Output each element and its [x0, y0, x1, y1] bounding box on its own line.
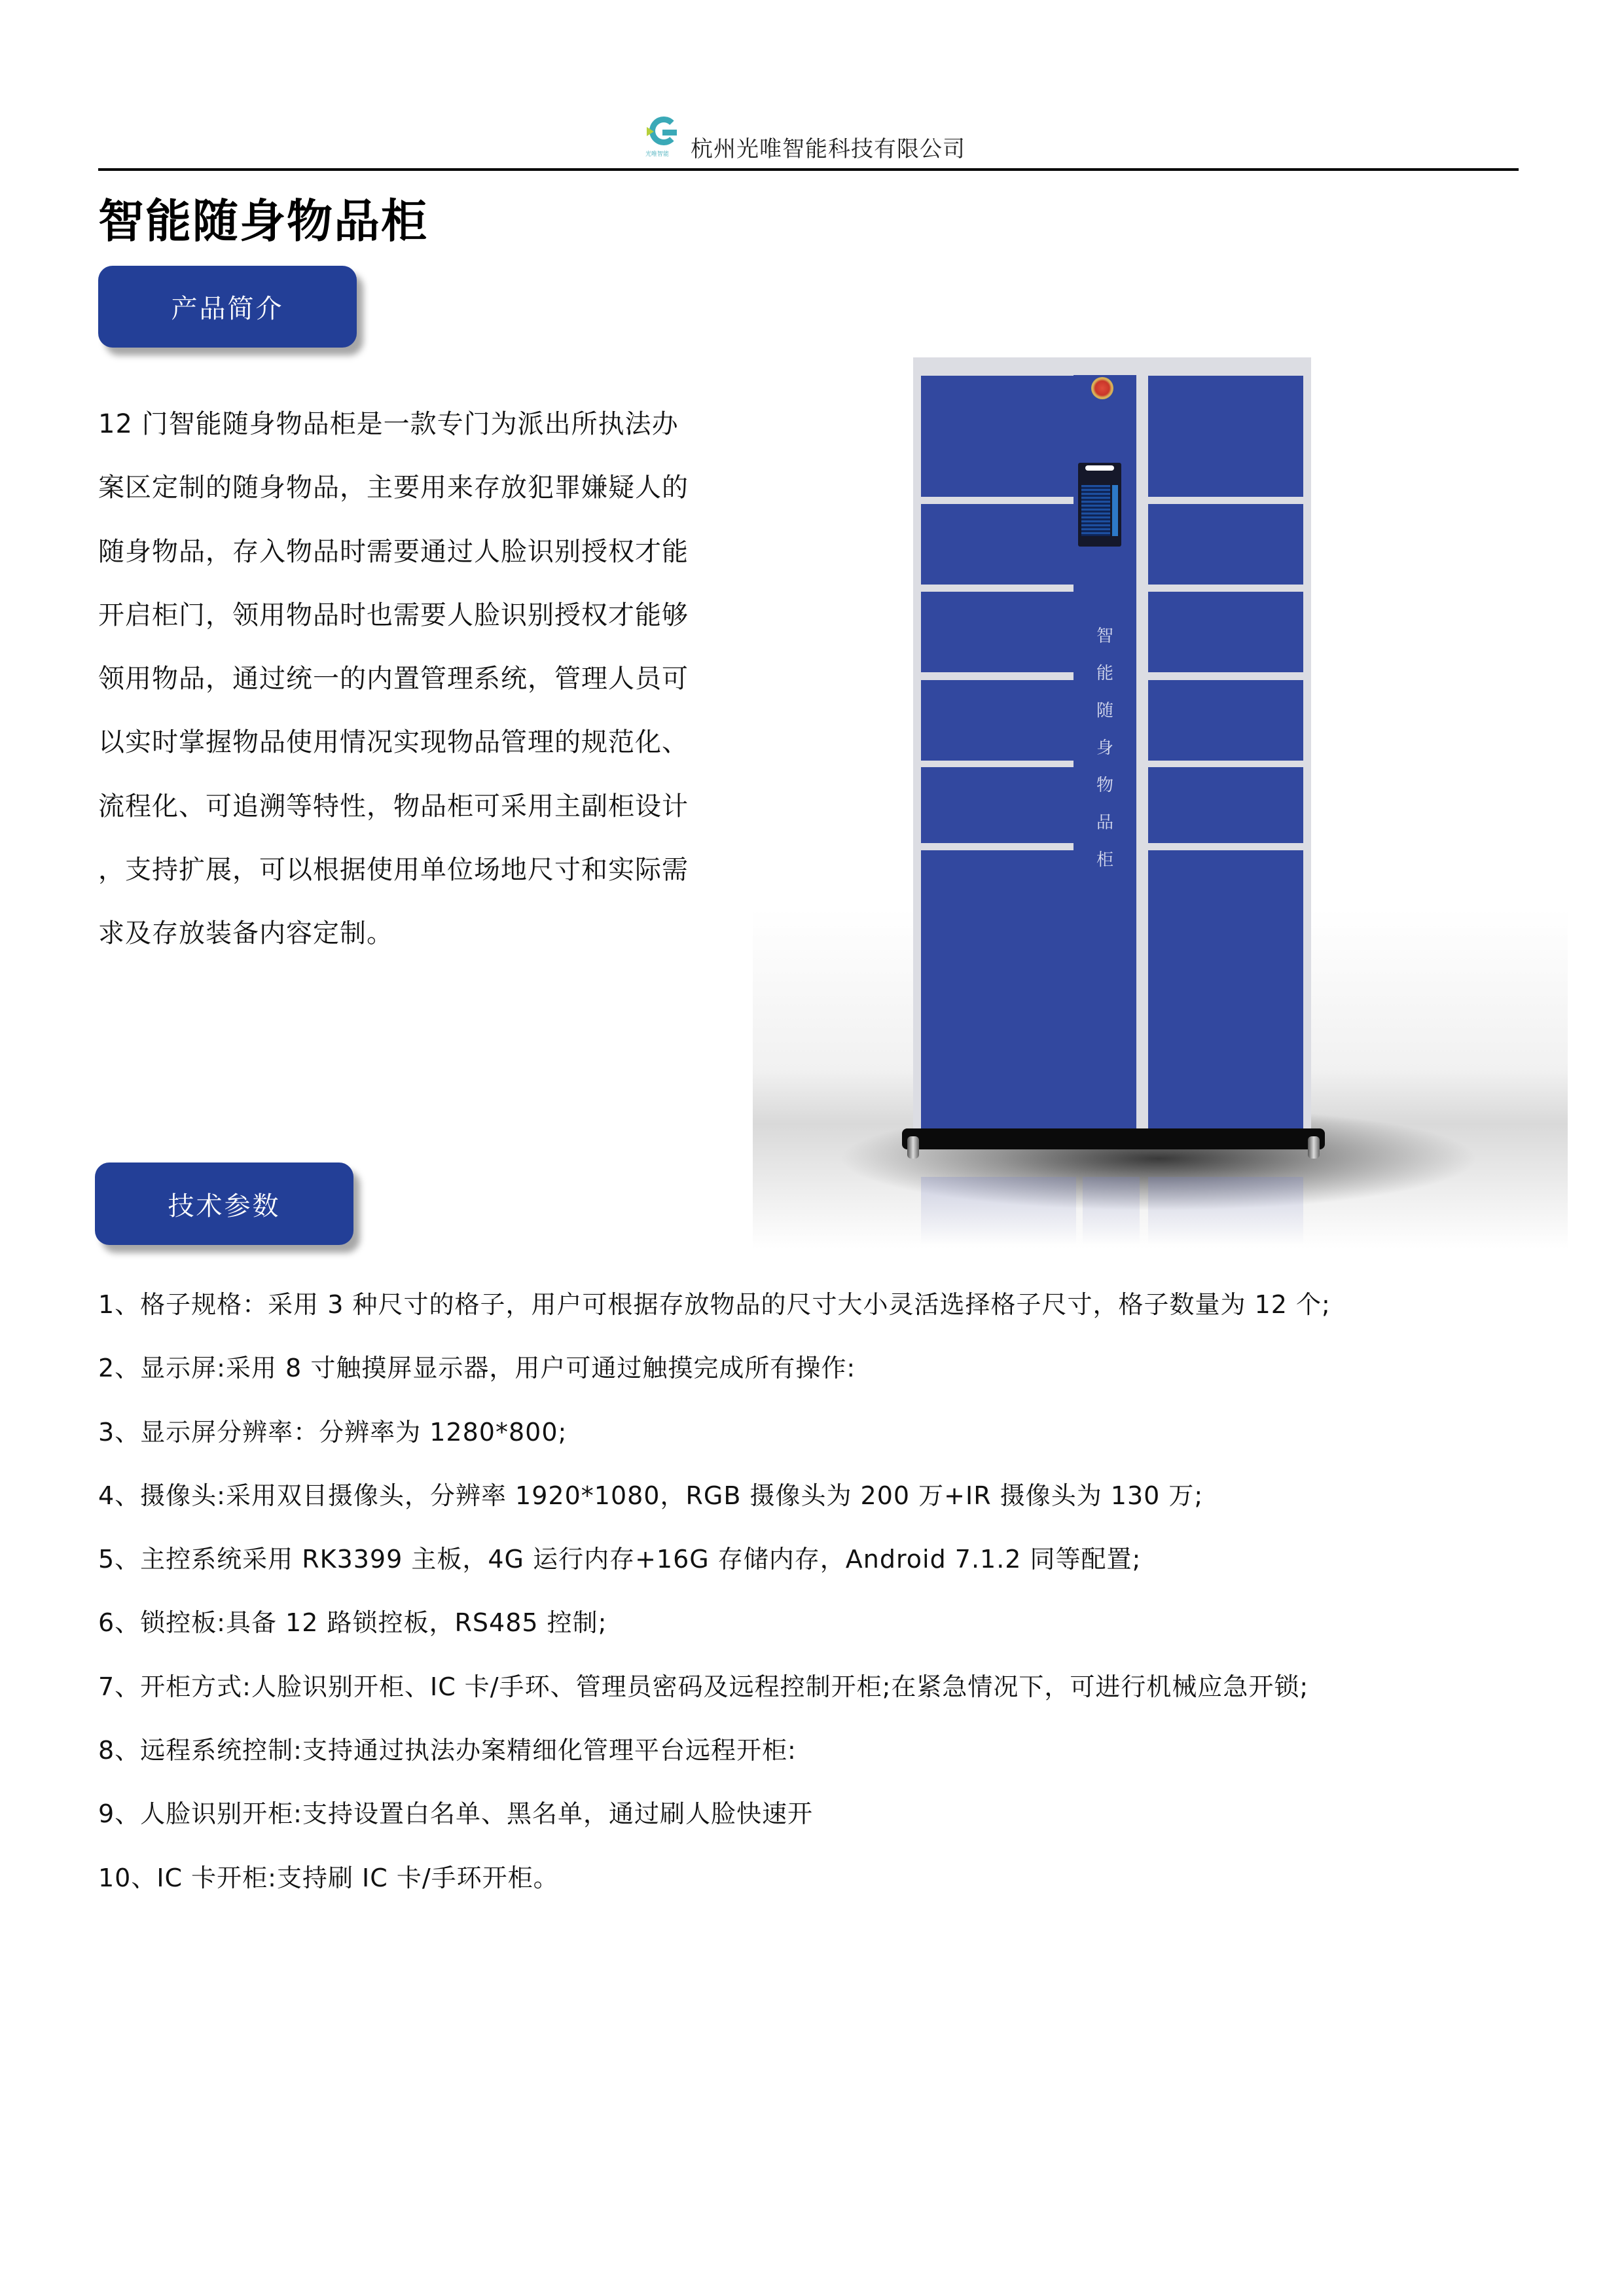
control-panel	[1074, 375, 1136, 1131]
logo-play-icon	[647, 127, 654, 136]
police-emblem-icon	[1091, 377, 1113, 399]
screen-sidebar	[1112, 485, 1118, 536]
spec-item: 3、显示屏分辨率：分辨率为 1280*800;	[98, 1417, 568, 1447]
page-header	[98, 111, 1519, 170]
spec-item: 1、格子规格：采用 3 种尺寸的格子，用户可根据存放物品的尺寸大小灵活选择格子尺寸，格子数量为 12 个;	[98, 1290, 1331, 1319]
spec-item: 4、摄像头:采用双目摄像头，分辨率 1920*1080，RGB 摄像头为 200 万+IR 摄像头为 130 万;	[98, 1481, 1204, 1510]
intro-line: 案区定制的随身物品，主要用来存放犯罪嫌疑人的	[98, 473, 689, 503]
label-char: 智	[1096, 626, 1113, 646]
company-name: 杭州光唯智能科技有限公司	[691, 136, 965, 162]
page-title: 智能随身物品柜	[98, 194, 428, 248]
label-char: 身	[1096, 738, 1113, 758]
intro-line: 流程化、可追溯等特性，物品柜可采用主副柜设计	[98, 791, 689, 821]
locker-door	[1148, 680, 1303, 761]
locker-door	[1148, 592, 1303, 672]
spec-item: 2、显示屏:采用 8 寸触摸屏显示器，用户可通过触摸完成所有操作:	[98, 1354, 856, 1383]
intro-paragraph	[98, 393, 740, 966]
spec-item: 5、主控系统采用 RK3399 主板，4G 运行内存+16G 存储内存，Android 7.1.2 同等配置;	[98, 1545, 1142, 1574]
touch-screen	[1078, 463, 1121, 547]
locker-door	[921, 767, 1076, 843]
locker-door	[921, 504, 1076, 585]
section-label-intro: 产品简介	[98, 266, 357, 348]
locker-door	[921, 592, 1076, 672]
logo-caption: 光唯智能	[645, 151, 670, 158]
intro-line: 12 门智能随身物品柜是一款专门为派出所执法办	[98, 409, 679, 439]
intro-line: 求及存放装备内容定制。	[98, 918, 393, 949]
locker-door	[1148, 850, 1303, 1131]
intro-line: 随身物品，存入物品时需要通过人脸识别授权才能	[98, 536, 689, 567]
spec-item: 9、人脸识别开柜:支持设置白名单、黑名单，通过刷人脸快速开	[98, 1799, 813, 1829]
intro-line: 以实时掌握物品使用情况实现物品管理的规范化、	[98, 727, 689, 758]
spec-item: 7、开柜方式:人脸识别开柜、IC 卡/手环、管理员密码及远程控制开柜;在紧急情况下，可进行机械应急开锁;	[98, 1672, 1309, 1701]
locker-door	[1148, 767, 1303, 843]
locker-door	[921, 680, 1076, 761]
locker-door	[1148, 504, 1303, 585]
screen-list	[1081, 485, 1110, 536]
locker-door	[921, 376, 1076, 497]
reflection	[1148, 1177, 1303, 1245]
product-image	[753, 353, 1568, 1249]
caster-wheel-icon	[907, 1136, 919, 1159]
camera-bar	[1085, 465, 1114, 471]
spec-item: 10、IC 卡开柜:支持刷 IC 卡/手环开柜。	[98, 1863, 559, 1892]
header-divider	[98, 168, 1519, 171]
section-label-specs: 技术参数	[95, 1163, 353, 1245]
intro-line: ，支持扩展，可以根据使用单位场地尺寸和实际需	[98, 855, 689, 886]
cabinet-body	[913, 357, 1311, 1135]
company-logo	[647, 117, 681, 162]
label-char: 品	[1096, 813, 1113, 833]
label-char: 能	[1096, 664, 1113, 683]
label-char: 随	[1096, 701, 1113, 721]
spec-item: 8、远程系统控制:支持通过执法办案精细化管理平台远程开柜:	[98, 1736, 797, 1765]
locker-door	[1148, 376, 1303, 497]
locker-door	[921, 850, 1076, 1131]
intro-line: 开启柜门，领用物品时也需要人脸识别授权才能够	[98, 600, 689, 630]
caster-wheel-icon	[1308, 1136, 1320, 1159]
reflection	[921, 1177, 1076, 1245]
intro-line: 领用物品，通过统一的内置管理系统，管理人员可	[98, 664, 689, 694]
reflection	[1083, 1177, 1140, 1245]
specs-list	[98, 1273, 1538, 1910]
label-char: 柜	[1096, 850, 1113, 870]
cabinet-base	[902, 1128, 1325, 1149]
spec-item: 6、锁控板:具备 12 路锁控板，RS485 控制;	[98, 1608, 607, 1638]
logo-g-bar	[662, 130, 677, 135]
cabinet-vertical-label	[1074, 622, 1136, 884]
label-char: 物	[1096, 776, 1113, 795]
